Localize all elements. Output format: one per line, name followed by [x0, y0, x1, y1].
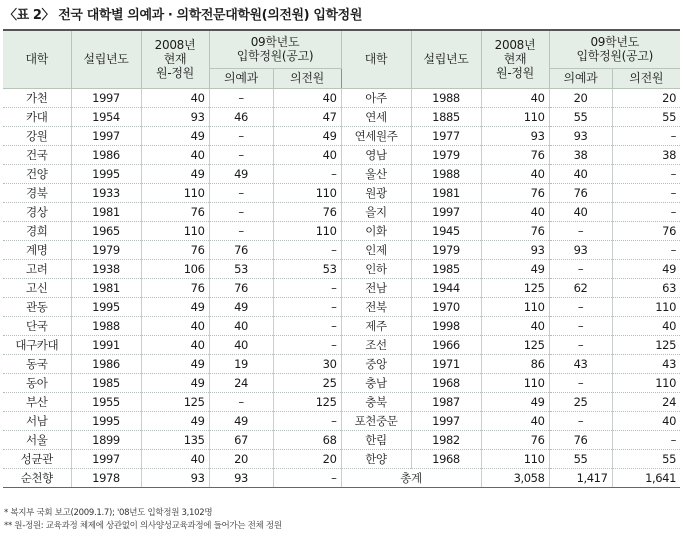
cell-right-name: 전남 [341, 278, 411, 297]
cell-left-premed: – [209, 145, 273, 164]
table-row [3, 335, 680, 354]
cell-right-name: 울산 [341, 164, 411, 183]
cell-right-premed: 55 [549, 107, 612, 126]
header-year-left: 설립년도 [71, 30, 141, 88]
table-row [3, 297, 680, 316]
cell-left-year: 1997 [71, 449, 141, 468]
header-quota2008-line1: 2008년 [494, 38, 536, 53]
cell-left-name: 부산 [3, 392, 71, 411]
cell-right-premed: 20 [549, 88, 612, 107]
cell-right-year: 1981 [411, 183, 481, 202]
cell-left-gsm: – [273, 335, 341, 354]
cell-right-gsm: 55 [612, 107, 680, 126]
cell-left-year: 1988 [71, 316, 141, 335]
cell-right-gsm: – [612, 240, 680, 259]
cell-left-gsm: 47 [273, 107, 341, 126]
cell-right-name: 연세원주 [341, 126, 411, 145]
header-gsm-left: 의전원 [273, 68, 341, 88]
header-quota2008-right [481, 30, 549, 88]
table-row [3, 354, 680, 373]
cell-right-q2008: 40 [481, 164, 549, 183]
cell-left-q2008: 49 [141, 297, 209, 316]
cell-right-premed: 25 [549, 392, 612, 411]
cell-right-gsm: 76 [612, 221, 680, 240]
cell-right-year: 1982 [411, 430, 481, 449]
cell-left-name: 경북 [3, 183, 71, 202]
cell-left-year: 1997 [71, 126, 141, 145]
cell-right-gsm: 55 [612, 449, 680, 468]
cell-right-year: 1971 [411, 354, 481, 373]
cell-right-gsm: 20 [612, 88, 680, 107]
cell-left-name: 동아 [3, 373, 71, 392]
cell-left-premed: – [209, 202, 273, 221]
cell-left-name: 대구카대 [3, 335, 71, 354]
cell-right-gsm: – [612, 430, 680, 449]
footnote-source: * 복지부 국회 보고(2009.1.7); '08년도 입학정원 3,102명 [4, 508, 213, 518]
cell-right-gsm: 24 [612, 392, 680, 411]
cell-left-name: 동국 [3, 354, 71, 373]
cell-left-year: 1981 [71, 278, 141, 297]
cell-left-q2008: 40 [141, 145, 209, 164]
cell-right-q2008: 40 [481, 88, 549, 107]
cell-right-premed: – [549, 221, 612, 240]
cell-right-q2008: 110 [481, 107, 549, 126]
cell-right-name: 인하 [341, 259, 411, 278]
cell-left-gsm: 76 [273, 202, 341, 221]
cell-left-year: 1991 [71, 335, 141, 354]
header-quota09-line2: 입학정원(공고) [236, 49, 314, 64]
cell-right-gsm: 40 [612, 316, 680, 335]
cell-left-q2008: 49 [141, 373, 209, 392]
cell-left-premed: 24 [209, 373, 273, 392]
cell-right-gsm: 43 [612, 354, 680, 373]
cell-left-q2008: 106 [141, 259, 209, 278]
cell-left-premed: 20 [209, 449, 273, 468]
cell-left-gsm: 20 [273, 449, 341, 468]
table-row [3, 202, 680, 221]
header-gsm-right: 의전원 [612, 68, 680, 88]
cell-left-name: 경희 [3, 221, 71, 240]
cell-left-premed: 40 [209, 316, 273, 335]
cell-left-name: 순천향 [3, 468, 71, 487]
total-gsm: 1,641 [612, 468, 680, 487]
cell-left-q2008: 49 [141, 354, 209, 373]
cell-right-premed: – [549, 297, 612, 316]
cell-right-name: 중앙 [341, 354, 411, 373]
cell-right-premed: 76 [549, 430, 612, 449]
table-row [3, 126, 680, 145]
cell-left-premed: 53 [209, 259, 273, 278]
header-quota2008-line3: 원-정원 [496, 66, 534, 81]
cell-right-premed: 93 [549, 240, 612, 259]
cell-left-premed: 93 [209, 468, 273, 487]
cell-right-q2008: 40 [481, 202, 549, 221]
cell-left-name: 가천 [3, 88, 71, 107]
cell-left-gsm: 53 [273, 259, 341, 278]
cell-right-year: 1945 [411, 221, 481, 240]
cell-right-name: 아주 [341, 88, 411, 107]
cell-right-year: 1979 [411, 240, 481, 259]
cell-right-year: 1970 [411, 297, 481, 316]
cell-right-premed: 55 [549, 449, 612, 468]
cell-right-year: 1988 [411, 164, 481, 183]
cell-right-year: 1997 [411, 202, 481, 221]
header-quota09-line2: 입학정원(공고) [576, 49, 654, 64]
cell-left-year: 1954 [71, 107, 141, 126]
table-row [3, 468, 680, 487]
cell-left-gsm: 40 [273, 145, 341, 164]
cell-left-q2008: 93 [141, 468, 209, 487]
cell-right-q2008: 125 [481, 335, 549, 354]
cell-right-name: 충남 [341, 373, 411, 392]
cell-left-year: 1995 [71, 411, 141, 430]
cell-left-gsm: 25 [273, 373, 341, 392]
cell-right-name: 한림 [341, 430, 411, 449]
cell-right-premed: – [549, 316, 612, 335]
cell-right-premed: – [549, 411, 612, 430]
cell-left-gsm: 125 [273, 392, 341, 411]
cell-right-year: 1968 [411, 449, 481, 468]
cell-right-name: 전북 [341, 297, 411, 316]
cell-left-name: 성균관 [3, 449, 71, 468]
cell-right-premed: – [549, 335, 612, 354]
cell-right-gsm: – [612, 202, 680, 221]
cell-right-premed: 40 [549, 202, 612, 221]
footnotes [4, 507, 282, 533]
cell-right-q2008: 93 [481, 240, 549, 259]
cell-left-q2008: 110 [141, 221, 209, 240]
header-univ-right: 대학 [341, 30, 411, 88]
table-title: 〈표 2〉 전국 대학별 의예과 · 의학전문대학원(의전원) 입학정원 [4, 8, 362, 23]
header-year-right: 설립년도 [411, 30, 481, 88]
cell-right-name: 원광 [341, 183, 411, 202]
header-univ-left: 대학 [3, 30, 71, 88]
cell-right-name: 을지 [341, 202, 411, 221]
cell-right-name: 이화 [341, 221, 411, 240]
cell-right-premed: 62 [549, 278, 612, 297]
cell-left-gsm: 68 [273, 430, 341, 449]
cell-left-q2008: 125 [141, 392, 209, 411]
cell-right-gsm: 110 [612, 297, 680, 316]
cell-left-q2008: 76 [141, 240, 209, 259]
cell-right-year: 1944 [411, 278, 481, 297]
header-quota09-right [549, 30, 680, 68]
cell-right-q2008: 49 [481, 259, 549, 278]
cell-left-premed: 76 [209, 240, 273, 259]
cell-left-year: 1995 [71, 297, 141, 316]
table-row [3, 278, 680, 297]
cell-right-q2008: 110 [481, 297, 549, 316]
cell-right-year: 1979 [411, 145, 481, 164]
cell-left-gsm: 110 [273, 221, 341, 240]
cell-right-premed: – [549, 259, 612, 278]
cell-left-name: 경상 [3, 202, 71, 221]
cell-left-year: 1978 [71, 468, 141, 487]
cell-left-name: 강원 [3, 126, 71, 145]
cell-left-q2008: 76 [141, 278, 209, 297]
table-row [3, 449, 680, 468]
cell-right-premed: 43 [549, 354, 612, 373]
cell-right-name: 영남 [341, 145, 411, 164]
cell-left-gsm: – [273, 240, 341, 259]
cell-left-name: 관동 [3, 297, 71, 316]
cell-left-premed: 49 [209, 411, 273, 430]
cell-right-q2008: 40 [481, 411, 549, 430]
cell-left-premed: 46 [209, 107, 273, 126]
cell-right-name: 포천중문 [341, 411, 411, 430]
cell-right-q2008: 110 [481, 373, 549, 392]
cell-left-name: 서남 [3, 411, 71, 430]
cell-left-gsm: – [273, 164, 341, 183]
cell-left-gsm: – [273, 411, 341, 430]
table-row [3, 240, 680, 259]
cell-right-gsm: 110 [612, 373, 680, 392]
cell-left-premed: – [209, 183, 273, 202]
cell-right-q2008: 93 [481, 126, 549, 145]
cell-right-gsm: – [612, 126, 680, 145]
cell-left-name: 건국 [3, 145, 71, 164]
cell-right-q2008: 86 [481, 354, 549, 373]
cell-left-gsm: 30 [273, 354, 341, 373]
cell-left-premed: – [209, 392, 273, 411]
cell-right-premed: 38 [549, 145, 612, 164]
table-row [3, 107, 680, 126]
cell-left-gsm: – [273, 297, 341, 316]
table-row [3, 392, 680, 411]
cell-right-year: 1985 [411, 259, 481, 278]
cell-left-premed: – [209, 126, 273, 145]
cell-right-name: 인제 [341, 240, 411, 259]
cell-right-premed: 76 [549, 183, 612, 202]
table-row [3, 316, 680, 335]
cell-right-q2008: 125 [481, 278, 549, 297]
cell-right-year: 1977 [411, 126, 481, 145]
header-quota2008-line3: 원-정원 [156, 66, 194, 81]
table-row [3, 430, 680, 449]
cell-left-year: 1979 [71, 240, 141, 259]
header-premed-left: 의예과 [209, 68, 273, 88]
header-quota09-line1: 09학년도 [250, 35, 300, 50]
cell-right-gsm: – [612, 164, 680, 183]
cell-right-name: 연세 [341, 107, 411, 126]
cell-right-gsm: 49 [612, 259, 680, 278]
cell-right-q2008: 76 [481, 145, 549, 164]
table-row [3, 88, 680, 107]
cell-right-year: 1885 [411, 107, 481, 126]
table-row [3, 411, 680, 430]
cell-left-year: 1955 [71, 392, 141, 411]
table-body [3, 88, 680, 487]
cell-left-year: 1933 [71, 183, 141, 202]
cell-right-gsm: – [612, 183, 680, 202]
cell-left-q2008: 110 [141, 183, 209, 202]
cell-left-name: 서울 [3, 430, 71, 449]
cell-left-year: 1997 [71, 88, 141, 107]
admission-quota-table [3, 29, 680, 488]
cell-left-gsm: 110 [273, 183, 341, 202]
cell-left-q2008: 49 [141, 411, 209, 430]
cell-right-q2008: 40 [481, 316, 549, 335]
cell-left-year: 1995 [71, 164, 141, 183]
cell-right-name: 한양 [341, 449, 411, 468]
cell-right-premed: – [549, 373, 612, 392]
cell-left-q2008: 49 [141, 126, 209, 145]
cell-right-name: 조선 [341, 335, 411, 354]
table-row [3, 259, 680, 278]
cell-right-year: 1998 [411, 316, 481, 335]
cell-left-name: 건양 [3, 164, 71, 183]
header-quota09-line1: 09학년도 [590, 35, 640, 50]
cell-left-premed: 49 [209, 297, 273, 316]
total-premed: 1,417 [549, 468, 612, 487]
cell-left-year: 1965 [71, 221, 141, 240]
table-row [3, 145, 680, 164]
cell-left-premed: 76 [209, 278, 273, 297]
cell-left-year: 1981 [71, 202, 141, 221]
cell-left-q2008: 135 [141, 430, 209, 449]
cell-right-year: 1997 [411, 411, 481, 430]
table-row [3, 221, 680, 240]
header-quota2008-left [141, 30, 209, 88]
cell-left-q2008: 93 [141, 107, 209, 126]
cell-left-q2008: 40 [141, 449, 209, 468]
cell-right-q2008: 76 [481, 183, 549, 202]
table-row [3, 373, 680, 392]
cell-right-year: 1988 [411, 88, 481, 107]
cell-left-gsm: – [273, 278, 341, 297]
table-row [3, 164, 680, 183]
cell-right-gsm: 63 [612, 278, 680, 297]
cell-right-gsm: 38 [612, 145, 680, 164]
header-quota2008-line1: 2008년 [154, 38, 196, 53]
cell-left-year: 1986 [71, 354, 141, 373]
cell-left-premed: 19 [209, 354, 273, 373]
cell-left-premed: 40 [209, 335, 273, 354]
cell-left-q2008: 40 [141, 316, 209, 335]
cell-left-q2008: 49 [141, 164, 209, 183]
cell-left-name: 고려 [3, 259, 71, 278]
total-q2008: 3,058 [481, 468, 549, 487]
cell-right-name: 충북 [341, 392, 411, 411]
cell-left-q2008: 76 [141, 202, 209, 221]
cell-right-year: 1987 [411, 392, 481, 411]
footnote-definition: ** 원-정원: 교육과정 체제에 상관없이 의사양성교육과정에 들어가는 전체 정원 [4, 521, 282, 531]
cell-left-gsm: 40 [273, 88, 341, 107]
header-quota2008-line2: 현재 [503, 52, 527, 67]
header-quota2008-line2: 현재 [163, 52, 187, 67]
cell-right-q2008: 110 [481, 449, 549, 468]
cell-right-name: 제주 [341, 316, 411, 335]
cell-left-name: 계명 [3, 240, 71, 259]
cell-left-gsm: – [273, 316, 341, 335]
cell-left-premed: – [209, 221, 273, 240]
cell-left-year: 1899 [71, 430, 141, 449]
cell-right-gsm: 125 [612, 335, 680, 354]
cell-right-premed: 40 [549, 164, 612, 183]
cell-left-year: 1985 [71, 373, 141, 392]
header-premed-right: 의예과 [549, 68, 612, 88]
cell-left-name: 고신 [3, 278, 71, 297]
cell-right-year: 1966 [411, 335, 481, 354]
cell-left-premed: 67 [209, 430, 273, 449]
cell-right-q2008: 76 [481, 430, 549, 449]
cell-left-premed: – [209, 88, 273, 107]
cell-right-q2008: 76 [481, 221, 549, 240]
cell-left-name: 단국 [3, 316, 71, 335]
cell-left-q2008: 40 [141, 88, 209, 107]
cell-left-name: 카대 [3, 107, 71, 126]
table-row [3, 183, 680, 202]
cell-left-year: 1938 [71, 259, 141, 278]
header-quota09-left [209, 30, 341, 68]
cell-right-year: 1968 [411, 373, 481, 392]
cell-right-q2008: 49 [481, 392, 549, 411]
cell-right-gsm: 40 [612, 411, 680, 430]
cell-right-premed: 93 [549, 126, 612, 145]
cell-left-gsm: 49 [273, 126, 341, 145]
cell-left-gsm: – [273, 468, 341, 487]
cell-left-q2008: 40 [141, 335, 209, 354]
cell-left-year: 1986 [71, 145, 141, 164]
total-label: 총계 [341, 468, 481, 487]
cell-left-premed: 49 [209, 164, 273, 183]
